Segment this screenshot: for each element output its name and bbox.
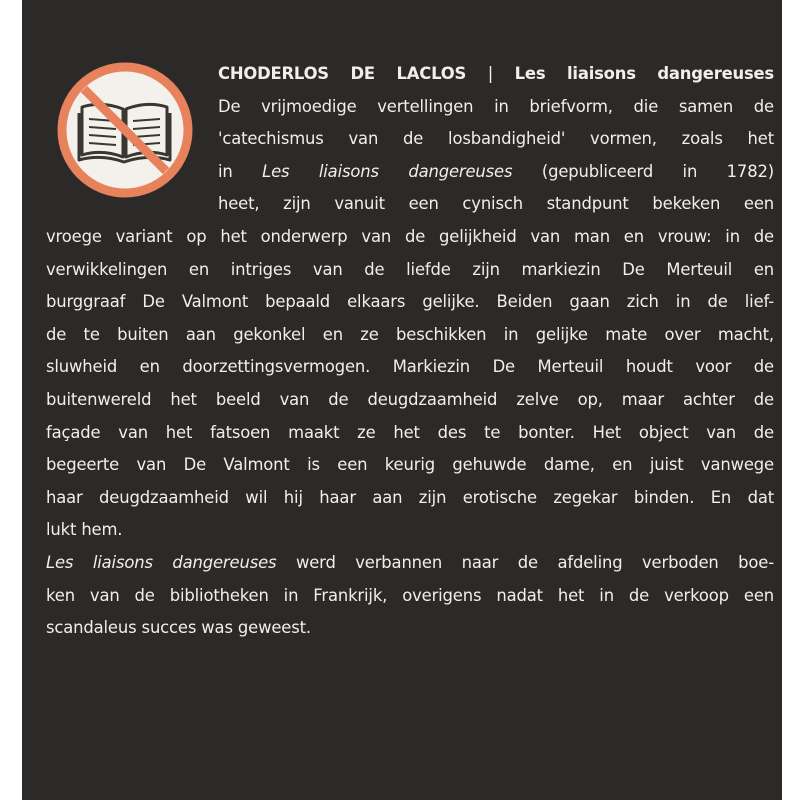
text-line-5: vroege variant op het onderwerp van de gelijkheid van man en vrouw: in de <box>46 226 774 246</box>
text-line-2: 'catechismus van de losbandigheid' vormen, zoals het <box>218 129 774 149</box>
text-line-11: façade van het fatsoen maakt ze het des te bonter. Het object van de <box>46 422 774 442</box>
text-line-10: buitenwereld het beeld van de deugdzaamheid zelve op, maar achter de <box>46 389 774 409</box>
text-line-13: haar deugdzaamheid wil hij haar aan zijn erotische zegekar binden. En dat <box>46 487 774 507</box>
author-name: CHODERLOS DE LACLOS <box>218 64 467 83</box>
text-line-15 <box>46 547 774 580</box>
text-line-1: De vrijmoedige vertellingen in briefvorm, die samen de <box>218 96 774 116</box>
book-title: Les liaisons dangereuses <box>514 64 774 83</box>
text-line-17: scandaleus succes was geweest. <box>46 618 311 638</box>
header-line <box>46 58 774 91</box>
text-line-7: burggraaf De Valmont bepaald elkaars gelijke. Beiden gaan zich in de lief- <box>46 292 774 312</box>
back-cover-panel <box>22 0 782 800</box>
text-line-16: ken van de bibliotheken in Frankrijk, overigens nadat het in de verkoop een <box>46 585 774 605</box>
text-line-14: lukt hem. <box>46 520 123 540</box>
text-line-9: sluwheid en doorzettingsvermogen. Markiezin De Merteuil houdt voor de <box>46 357 774 377</box>
text-line-6: verwikkelingen en intriges van de liefde zijn markiezin De Merteuil en <box>46 259 774 279</box>
text-line-15-title: Les liaisons dangereuses <box>46 552 277 572</box>
text-line-15-rest: werd verbannen naar de afdeling verboden boe- <box>276 552 774 572</box>
text-line-4: heet, zijn vanuit een cynisch standpunt bekeken een <box>218 194 774 214</box>
text-line-3-part-1: in <box>218 161 263 181</box>
header-separator: | <box>487 64 494 83</box>
text-line-12: begeerte van De Valmont is een keurig gehuwde dame, en juist vanwege <box>46 455 774 475</box>
text-line-3 <box>46 156 774 189</box>
blurb-text <box>46 58 774 645</box>
text-line-3-part-2: (gepubliceerd in 1782) <box>512 161 774 181</box>
text-line-3-title: Les liaisons dangereuses <box>262 161 513 181</box>
text-line-8: de te buiten aan gekonkel en ze beschikken in gelijke mate over macht, <box>46 324 774 344</box>
